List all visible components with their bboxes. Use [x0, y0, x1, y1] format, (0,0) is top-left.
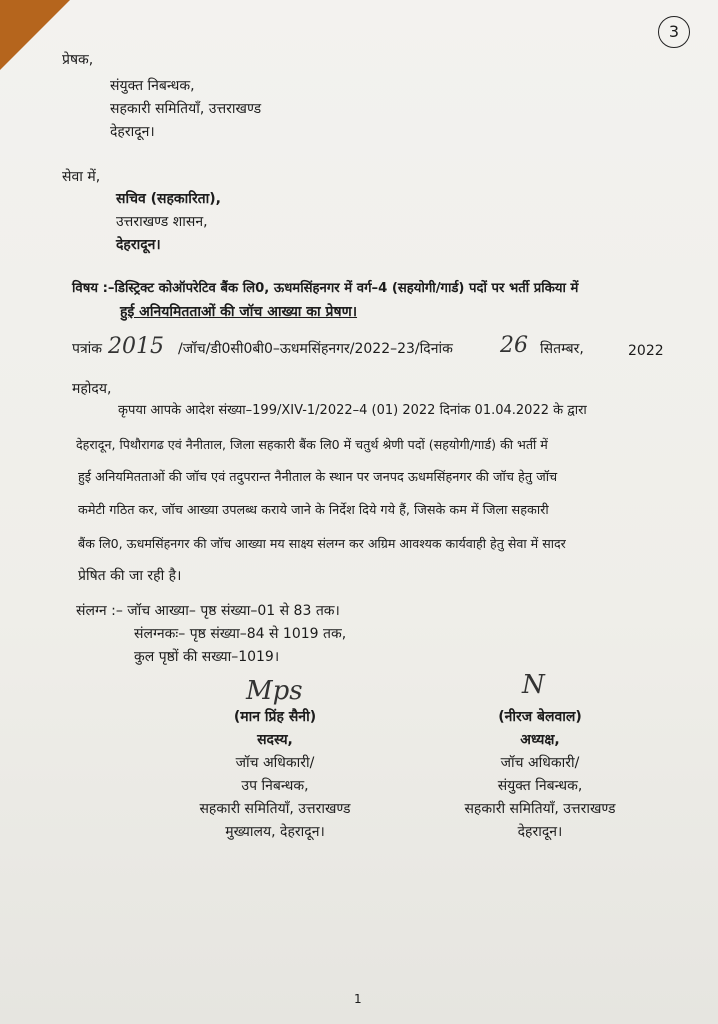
body-line-6: प्रेषित की जा रही है। [78, 568, 182, 584]
left-signatory-line-4: सहकारी समितियॉं, उत्तराखण्ड [199, 801, 351, 817]
left-signatory-line-2: जॉच अधिकारी/ [235, 755, 315, 771]
left-signatory-line-3: उप निबन्धक, [241, 778, 309, 794]
page-number: 1 [354, 992, 362, 1006]
reference-prefix: पत्रांक [72, 341, 103, 357]
reference-month: सितम्बर, [540, 341, 584, 357]
right-signatory-line-5: देहरादून। [517, 824, 563, 840]
subject-line-1: विषय :–डिस्ट्रिक्ट कोऑपरेटिव बैंक लि0, ऊधमसिंहनगर में वर्ग–4 (सहयोगी/गार्ड) पदों पर भर्ती प्रकिया में [72, 281, 579, 296]
right-signatory-line-2: जॉच अधिकारी/ [500, 755, 580, 771]
recipient-label: सेवा में, [62, 169, 101, 185]
right-signatory-line-1: अध्यक्ष, [520, 732, 560, 748]
left-signatory-line-5: मुख्यालय, देहरादून। [225, 824, 325, 840]
enclosure-line-1: संलग्न :– जॉच आख्या– पृष्ठ संख्या–01 से 83 तक। [76, 603, 340, 619]
left-signature: Mps [246, 676, 303, 706]
right-signatory-line-3: संयुक्त निबन्धक, [497, 778, 583, 794]
body-line-2: देहरादून, पिथौरागढ एवं नैनीताल, जिला सहकारी बैंक लि0 में चतुर्थ श्रेणी पदों (सहयोगी/गार्ड) की भर्ती में [76, 437, 548, 452]
body-line-1: कृपया आपके आदेश संख्या–199/XIV-1/2022–4 (01) 2022 दिनांक 01.04.2022 के द्वारा [118, 403, 587, 418]
enclosure-line-2: संलग्नकः– पृष्ठ संख्या–84 से 1019 तक, [134, 626, 347, 642]
page-corner-fold [0, 0, 70, 70]
right-signatory-name: (नीरज बेलवाल) [498, 709, 582, 725]
right-signatory-line-4: सहकारी समितियॉं, उत्तराखण्ड [464, 801, 616, 817]
right-signature: N [522, 670, 545, 700]
left-signatory-name: (मान प्रिंह सैनी) [233, 709, 317, 725]
sender-line-1: संयुक्त निबन्धक, [110, 78, 195, 94]
body-line-5: बैंक लि0, ऊधमसिंहनगर की जॉच आख्या मय साक्ष्य संलग्न कर अग्रिम आवश्यक कार्यवाही हेतु सेवा में सादर [78, 536, 566, 551]
page-marker: 3 [658, 16, 690, 48]
body-line-3: हुई अनियमितताओं की जॉच एवं तदुपरान्त नैनीताल के स्थान पर जनपद ऊधमसिंहनगर की जॉच हेतु जॉच [78, 470, 558, 485]
recipient-line-3: देहरादून। [116, 237, 161, 253]
left-signatory-line-1: सदस्य, [257, 732, 293, 748]
reference-year: 2022 [628, 343, 664, 359]
reference-number: 2015 [108, 334, 164, 359]
reference-middle: /जॉच/डी0सी0बी0–ऊधमसिंहनगर/2022–23/दिनांक [178, 341, 453, 357]
sender-line-3: देहरादून। [110, 124, 155, 140]
recipient-line-2: उत्तराखण्ड शासन, [116, 214, 208, 230]
reference-day: 26 [500, 333, 528, 358]
recipient-line-1: सचिव (सहकारिता), [116, 191, 221, 207]
enclosure-line-3: कुल पृष्ठों की सख्या–1019। [134, 649, 280, 665]
body-line-4: कमेटी गठित कर, जॉच आख्या उपलब्ध कराये जाने के निर्देश दिये गये हैं, जिसके कम में जिला सहकारी [78, 503, 549, 518]
sender-label: प्रेषक, [62, 52, 94, 68]
sender-line-2: सहकारी समितियॉं, उत्तराखण्ड [110, 101, 262, 117]
salutation: महोदय, [72, 381, 112, 397]
subject-line-2: हुई अनियमितताओं की जॉच आख्या का प्रेषण। [120, 304, 358, 320]
